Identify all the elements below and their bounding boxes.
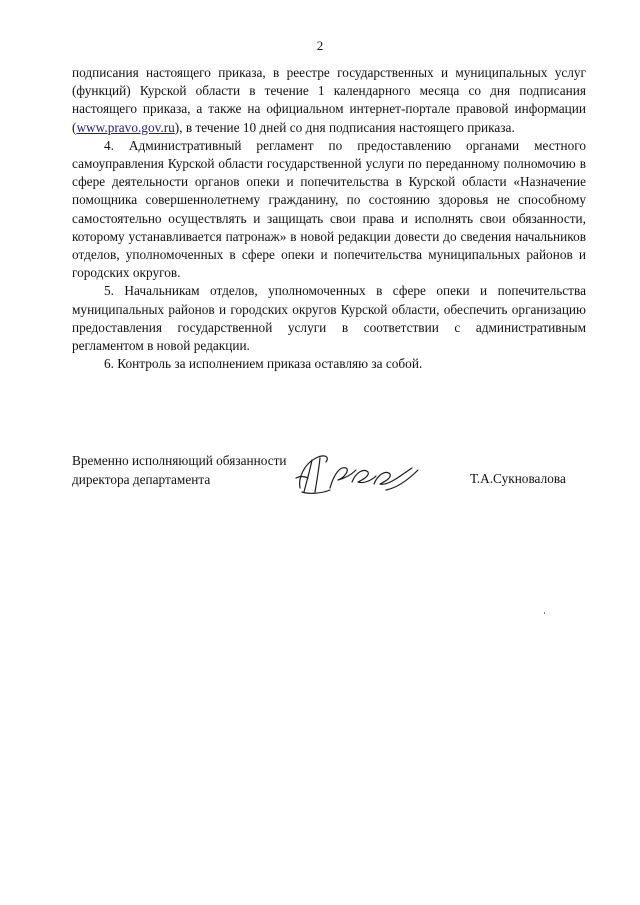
paragraph-text: ), в течение 10 дней со дня подписания настоящего приказа. (174, 119, 515, 135)
paragraph-4: 4. Административный регламент по предоставлению органами местного самоуправления Курской области государственной услуги по переданному полномочию в сфере деятельности органов опеки и попечительства в Курской области «Назначение помощника совершеннолетнему гражданину, по состоянию здоровья не способному самостоятельно осуществлять и защищать свои права и исполнять свои обязанности, которому устанавливается патронаж» в новой редакции довести до сведения начальников отделов, уполномоченных в сфере опеки и попечительства муниципальных районов и городских округов. (72, 137, 586, 281)
handwritten-signature (290, 448, 425, 500)
pravo-gov-link[interactable]: www.pravo.gov.ru (76, 119, 175, 135)
paragraph-5: 5. Начальникам отделов, уполномоченных в сфере опеки и попечительства муниципальных районов и городских округов Курской области, обеспечить организацию предоставления государственной услуги в соответствии с административным регламентом в новой редакции. (72, 283, 586, 354)
signatory-name: Т.А.Сукновалова (470, 471, 566, 486)
signatory-title-line-1: Временно исполняющий обязанности (72, 453, 287, 468)
page-number: 2 (316, 38, 324, 53)
paragraph-continuation (72, 64, 586, 137)
paragraph-text: подписания настоящего приказа, в реестре государственных и муниципальных услуг (функций) Курской области в течение 1 календарного месяца со дня подписания настоящего приказа, а также на официальном интернет-портале правовой информации ( (72, 65, 586, 135)
signatory-title (72, 452, 287, 489)
document-body (72, 64, 586, 373)
scan-artifact (544, 612, 545, 614)
signatory-title-line-2: директора департамента (72, 471, 211, 487)
paragraph-6: 6. Контроль за исполнением приказа оставляю за собой. (104, 356, 423, 372)
